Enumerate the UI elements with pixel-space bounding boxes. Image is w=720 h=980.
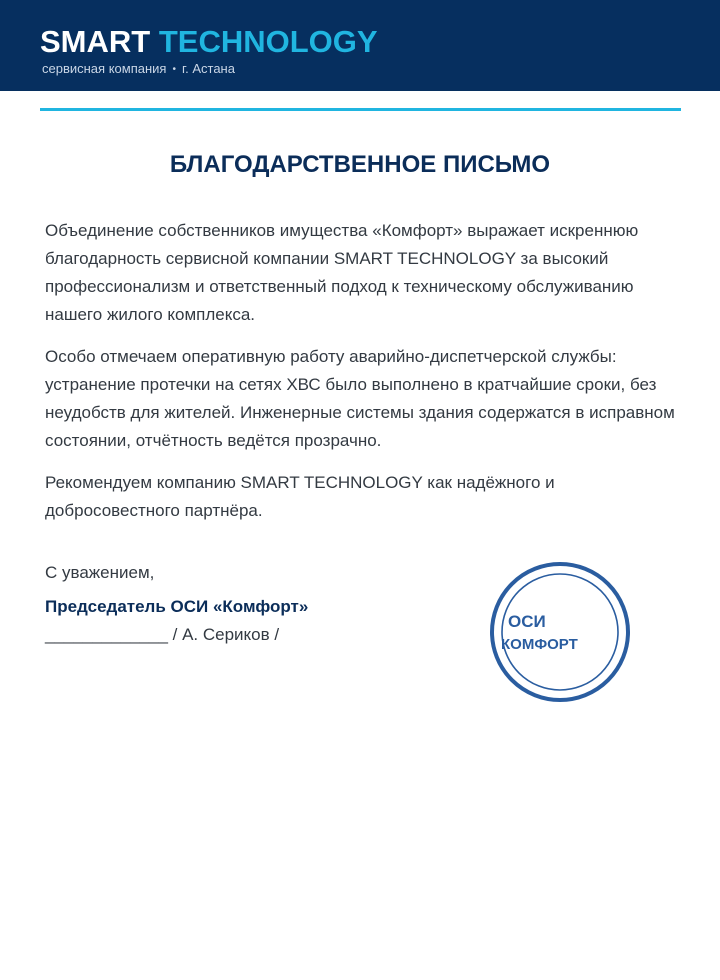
company-tagline — [42, 61, 235, 79]
logo-word-technology: TECHNOLOGY — [158, 24, 378, 59]
tagline-separator: • — [172, 64, 176, 75]
letterhead-header — [0, 0, 720, 91]
stamp-line-1: ОСИ — [508, 612, 546, 631]
letter-paragraph-1: Объединение собственников имущества «Комфорт» выражает искреннюю благодарность сервисной компании SMART TECHNOLOGY за высокий профессионализм и ответственный подход к техническому обслуживанию нашего жилого комплекса. — [45, 221, 639, 324]
logo-word-smart: SMART — [40, 24, 151, 59]
letter-paragraph-3: Рекомендуем компанию SMART TECHNOLOGY как надёжного и добросовестного партнёра. — [45, 473, 555, 520]
letter-body — [45, 217, 685, 539]
stamp-outer-ring — [492, 564, 628, 700]
tagline-city: г. Астана — [181, 61, 235, 76]
signature-line: _____________ / А. Сериков / — [45, 625, 280, 644]
stamp-inner-ring — [502, 574, 618, 690]
seal-stamp — [489, 561, 631, 703]
tagline-subtitle: сервисная компания — [42, 61, 167, 76]
letter-title: БЛАГОДАРСТВЕННОЕ ПИСЬМО — [169, 151, 551, 178]
signer-title: Председатель ОСИ «Комфорт» — [45, 597, 309, 616]
letter-paragraph-2: Особо отмечаем оперативную работу аварийно-диспетчерской службы: устранение протечки на сетях ХВС было выполнено в кратчайшие сроки, без неудобств для жителей. Инженерные системы здания содержатся в исправном состоянии, отчётность ведётся прозрачно. — [45, 347, 675, 450]
company-logo — [40, 24, 378, 60]
header-divider — [40, 108, 681, 111]
letter-closing: С уважением, — [45, 563, 155, 582]
stamp-line-2: КОМФОРТ — [501, 636, 578, 653]
